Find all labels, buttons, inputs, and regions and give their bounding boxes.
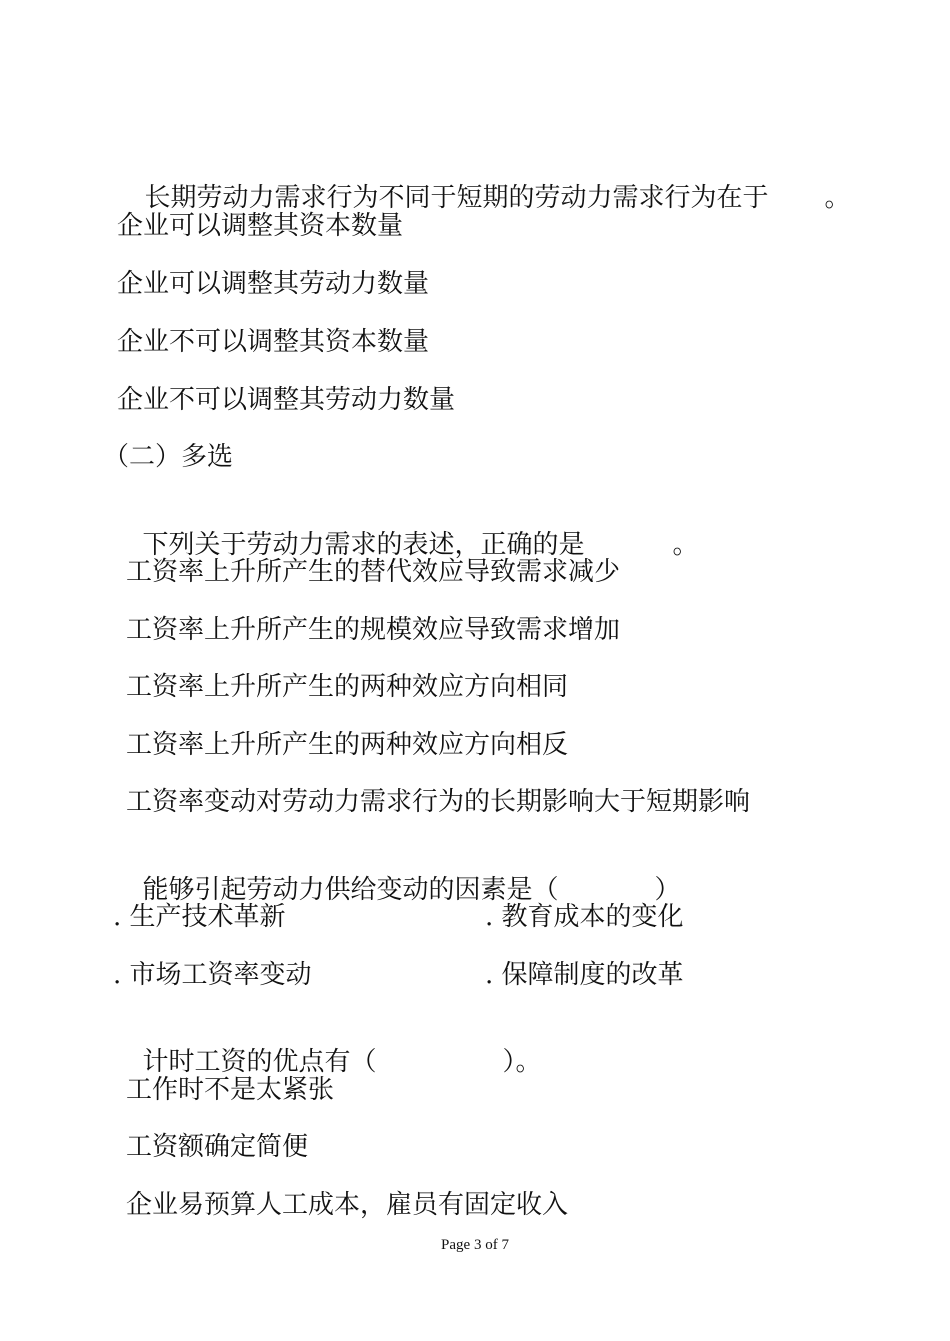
question-3-option-b: . 教育成本的变化 [485,902,684,932]
question-2-option-c: 工资率上升所产生的两种效应方向相同 [126,672,569,702]
page-number-footer: Page 3 of 7 [441,1237,509,1253]
question-3-option-a: . 生产技术革新 [113,902,286,932]
section-title-multiple-choice: （二）多选 [103,442,234,472]
question-4-stem-open: 计时工资的优点有（ [142,1047,377,1077]
question-1-end-mark: 。 [824,183,851,213]
question-2-end-mark: 。 [672,530,699,560]
question-3-stem-open: 能够引起劳动力供给变动的因素是（ [142,875,559,905]
question-1-stem: 长期劳动力需求行为不同于短期的劳动力需求行为在于 [144,183,769,213]
question-2-stem: 下列关于劳动力需求的表述，正确的是 [142,530,585,560]
question-2-option-b: 工资率上升所产生的规模效应导致需求增加 [126,615,621,645]
question-3-option-c: . 市场工资率变动 [113,960,312,990]
question-1-stem-line [128,153,851,213]
question-4-stem-line [126,1017,542,1077]
question-2-option-e: 工资率变动对劳动力需求行为的长期影响大于短期影响 [126,787,751,817]
question-4-option-c: 企业易预算人工成本，雇员有固定收入 [126,1190,569,1220]
question-1-option-b: 企业可以调整其劳动力数量 [117,269,430,299]
question-4-option-a: 工作时不是太紧张 [126,1075,335,1105]
question-4-stem-close: ）。 [502,1047,542,1077]
question-4-option-b: 工资额确定简便 [126,1132,309,1162]
question-3-stem-line [126,845,681,905]
question-1-option-a: 企业可以调整其资本数量 [117,211,404,241]
question-2-option-a: 工资率上升所产生的替代效应导致需求减少 [126,557,621,587]
question-1-option-c: 企业不可以调整其资本数量 [117,327,430,357]
question-2-option-d: 工资率上升所产生的两种效应方向相反 [126,730,569,760]
question-3-stem-close: ） [654,875,681,905]
question-2-stem-line [126,500,699,560]
question-3-option-d: . 保障制度的改革 [485,960,684,990]
question-1-option-d: 企业不可以调整其劳动力数量 [117,385,456,415]
